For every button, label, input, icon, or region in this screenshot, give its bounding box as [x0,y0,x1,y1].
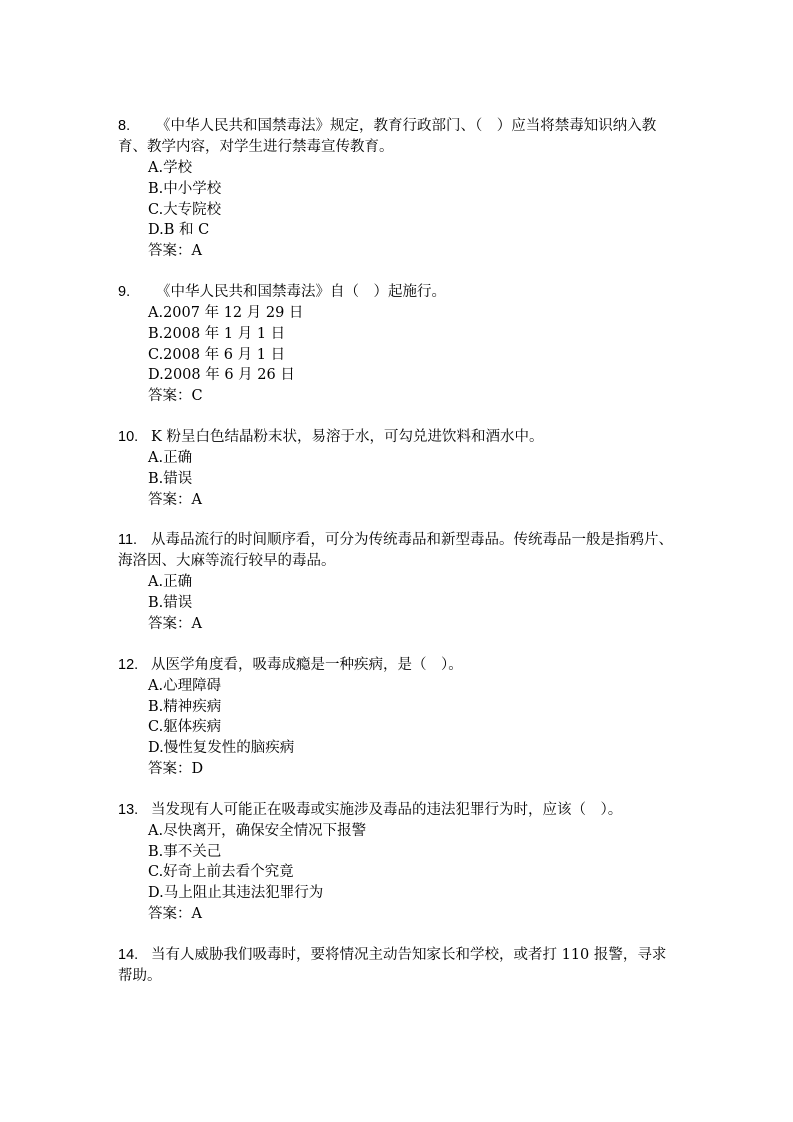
question-stem: 从医学角度看，吸毒成瘾是一种疾病，是（ ）。 [151,656,463,673]
option-b: B.事不关己 [148,843,222,860]
question-stem: K 粉呈白色结晶粉末状，易溶于水，可勾兑进饮料和酒水中。 [151,428,544,445]
option-a: A.2007 年 12 月 29 日 [148,304,304,321]
option-a: A.学校 [148,160,193,176]
option-c: C.大专院校 [148,201,222,218]
question-8 [118,116,678,262]
option-list [148,676,678,780]
option-d: D.2008 年 6 月 26 日 [148,367,295,384]
option-a: A.正确 [148,449,193,466]
option-b: B.精神疾病 [148,698,222,715]
question-text [118,282,678,303]
question-text [118,800,678,821]
answer-line: 答案：D [148,760,204,777]
question-text [118,116,678,158]
question-14 [118,945,678,987]
option-c: C.好奇上前去看个究竟 [148,864,294,881]
question-number: 14. [118,946,139,963]
option-list [148,158,678,262]
question-number: 8. [118,118,131,134]
question-number: 10. [118,428,139,445]
question-number: 11. [118,532,138,549]
option-c: C.2008 年 6 月 1 日 [148,346,286,363]
option-a: A.正确 [148,574,193,591]
answer-line: 答案：A [148,491,202,508]
question-stem: 《中华人民共和国禁毒法》规定，教育行政部门、（ ）应当将禁毒知识纳入教育、教学内容，对学生进行禁毒宣传教育。 [118,118,657,155]
option-c: C.躯体疾病 [148,719,222,736]
option-list [148,572,678,634]
answer-line: 答案：A [148,615,202,632]
question-10 [118,427,678,510]
document-page [118,116,678,1007]
option-d: D.慢性复发性的脑疾病 [148,740,295,757]
option-b: B.中小学校 [148,180,222,197]
question-text [118,530,678,572]
option-list [148,448,678,510]
answer-line: 答案：A [148,243,202,260]
option-b: B.2008 年 1 月 1 日 [148,325,286,342]
question-text [118,945,678,987]
option-d: D.B 和 C [148,222,210,239]
question-text [118,655,678,676]
question-number: 9. [118,283,131,300]
question-stem: 当有人威胁我们吸毒时，要将情况主动告知家长和学校，或者打 110 报警，寻求帮助。 [118,946,667,984]
question-9 [118,282,678,407]
option-d: D.马上阻止其违法犯罪行为 [148,885,324,902]
question-12 [118,655,678,780]
option-a: A.心理障碍 [148,677,222,694]
option-b: B.错误 [148,595,193,612]
question-number: 13. [118,801,139,818]
question-stem: 从毒品流行的时间顺序看，可分为传统毒品和新型毒品。传统毒品一般是指鸦片、海洛因、大麻等流行较早的毒品。 [118,532,673,570]
question-stem: 当发现有人可能正在吸毒或实施涉及毒品的违法犯罪行为时，应该（ ）。 [151,801,623,818]
question-11 [118,530,678,634]
option-a: A.尽快离开，确保安全情况下报警 [148,822,367,839]
question-stem: 《中华人民共和国禁毒法》自（ ）起施行。 [156,283,446,300]
question-13 [118,800,678,925]
option-list [148,821,678,925]
question-text [118,427,678,448]
answer-line: 答案：A [148,905,202,922]
answer-line: 答案：C [148,388,203,405]
option-b: B.错误 [148,470,193,487]
option-list [148,303,678,407]
question-number: 12. [118,656,139,673]
